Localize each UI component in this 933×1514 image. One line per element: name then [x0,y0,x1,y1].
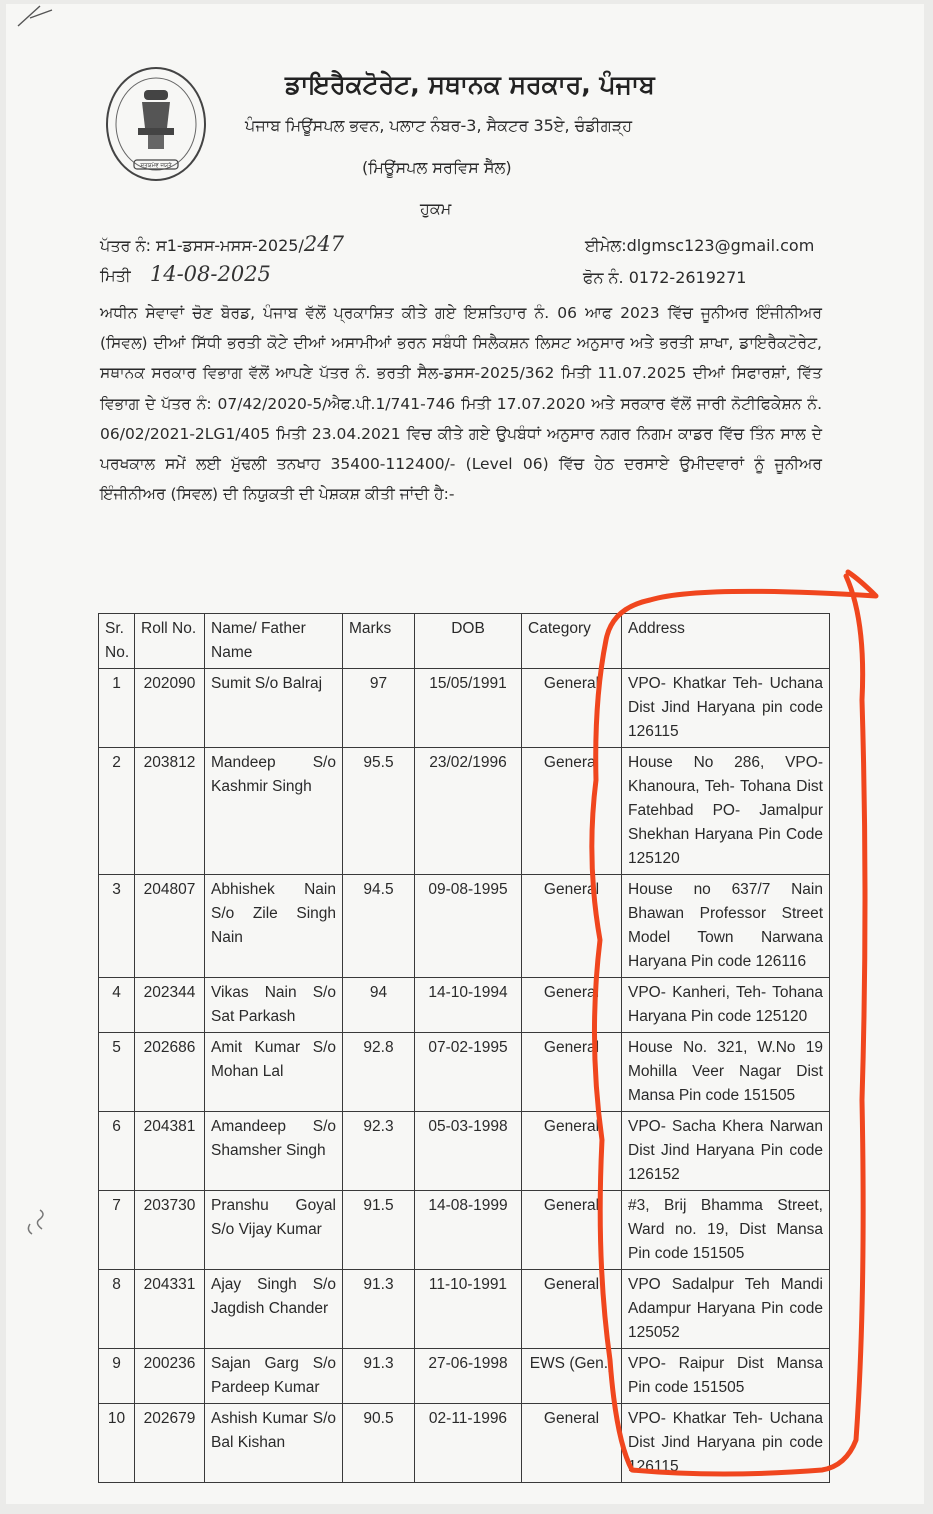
header-roll-no: Roll No. [135,614,205,669]
government-emblem-seal [104,64,208,184]
header-name: Name/ Father Name [205,614,343,669]
category-cell: General [522,669,622,748]
name-cell: Sumit S/o Balraj [205,669,343,748]
marks-cell: 91.3 [343,1270,415,1349]
table-row [99,1404,830,1483]
sr-cell: 7 [99,1191,135,1270]
header-sr-no: Sr. No. [99,614,135,669]
dob-cell: 15/05/1991 [415,669,522,748]
address-cell: #3, Brij Bhamma Street, Ward no. 19, Dist Mansa Pin code 151505 [622,1191,830,1270]
phone-contact: ਫੋਨ ਨੰ. 0172-2619271 [583,268,747,287]
roll-cell: 204381 [135,1112,205,1191]
roll-cell: 202679 [135,1404,205,1483]
table-row [99,875,830,978]
category-cell: General [522,1404,622,1483]
category-cell: General [522,875,622,978]
address-cell: VPO- Raipur Dist Mansa Pin code 151505 [622,1349,830,1404]
marks-cell: 95.5 [343,748,415,875]
roll-cell: 204331 [135,1270,205,1349]
category-cell: General [522,1191,622,1270]
sr-cell: 6 [99,1112,135,1191]
address-cell: VPO- Khatkar Teh- Uchana Dist Jind Haryana pin code 126115 [622,669,830,748]
category-cell: General [522,1033,622,1112]
roll-cell: 203812 [135,748,205,875]
name-cell: Ajay Singh S/o Jagdish Chander [205,1270,343,1349]
roll-cell: 202686 [135,1033,205,1112]
address-cell: VPO- Khatkar Teh- Uchana Dist Jind Haryana pin code 126115 [622,1404,830,1483]
cell-subtitle: (ਮਿਊਂਸਪਲ ਸਰਵਿਸ ਸੈੱਲ) [362,158,512,177]
date-label: ਮਿਤੀ [100,266,131,285]
sr-cell: 4 [99,978,135,1033]
roll-cell: 202344 [135,978,205,1033]
sr-cell: 1 [99,669,135,748]
dob-cell: 14-08-1999 [415,1191,522,1270]
category-cell: General [522,1112,622,1191]
marks-cell: 97 [343,669,415,748]
date-line [100,262,271,286]
table-row [99,669,830,748]
roll-cell: 204807 [135,875,205,978]
marks-cell: 90.5 [343,1404,415,1483]
address-cell: House No 286, VPO- Khanoura, Teh- Tohana Dist Fatehbad PO- Jamalpur Shekhan Haryana Pin Code 125120 [622,748,830,875]
sr-cell: 10 [99,1404,135,1483]
roll-cell: 200236 [135,1349,205,1404]
category-cell: EWS (Gen.) [522,1349,622,1404]
sr-cell: 2 [99,748,135,875]
name-cell: Pranshu Goyal S/o Vijay Kumar [205,1191,343,1270]
category-cell: General [522,748,622,875]
sr-cell: 3 [99,875,135,978]
marks-cell: 92.8 [343,1033,415,1112]
email-contact: ਈਮੇਲ:dlgmsc123@gmail.com [585,236,815,255]
address-cell: House No. 321, W.No 19 Mohilla Veer Nagar Dist Mansa Pin code 151505 [622,1033,830,1112]
table-row [99,748,830,875]
table-row [99,1112,830,1191]
name-cell: Amit Kumar S/o Mohan Lal [205,1033,343,1112]
name-cell: Abhishek Nain S/o Zile Singh Nain [205,875,343,978]
table-row [99,978,830,1033]
table-row [99,1191,830,1270]
name-cell: Ashish Kumar S/o Bal Kishan [205,1404,343,1483]
category-cell: General [522,1270,622,1349]
letter-number-line [100,232,344,256]
sr-cell: 9 [99,1349,135,1404]
table-row [99,1033,830,1112]
address-cell: House no 637/7 Nain Bhawan Professor Street Model Town Narwana Haryana Pin code 126116 [622,875,830,978]
marks-cell: 92.3 [343,1112,415,1191]
name-cell: Amandeep S/o Shamsher Singh [205,1112,343,1191]
table-row [99,1349,830,1404]
header-address: Address [622,614,830,669]
letter-number-label: ਪੱਤਰ ਨੰ: ਸ1-ਡਸਸ-ਮਸਸ-2025/ [100,236,304,255]
name-cell: Vikas Nain S/o Sat Parkash [205,978,343,1033]
seal-motto: ਸਤਯਮੇਵ ਜਯਤੇ [140,163,172,169]
department-title: ਡਾਇਰੈਕਟੋਰੇਟ, ਸਥਾਨਕ ਸਰਕਾਰ, ਪੰਜਾਬ [285,70,655,99]
candidates-table [98,613,830,1483]
roll-cell: 203730 [135,1191,205,1270]
dob-cell: 02-11-1996 [415,1404,522,1483]
dob-cell: 27-06-1998 [415,1349,522,1404]
header-category: Category [522,614,622,669]
order-heading: ਹੁਕਮ [420,199,452,218]
address-cell: VPO- Kanheri, Teh- Tohana Haryana Pin code 125120 [622,978,830,1033]
name-cell: Sajan Garg S/o Pardeep Kumar [205,1349,343,1404]
marks-cell: 91.3 [343,1349,415,1404]
table-row [99,1270,830,1349]
category-cell: General [522,978,622,1033]
roll-cell: 202090 [135,669,205,748]
marks-cell: 94 [343,978,415,1033]
dob-cell: 05-03-1998 [415,1112,522,1191]
dob-cell: 14-10-1994 [415,978,522,1033]
marks-cell: 94.5 [343,875,415,978]
sr-cell: 5 [99,1033,135,1112]
header-dob: DOB [415,614,522,669]
date-handwritten: 14-08-2025 [149,262,271,286]
address-cell: VPO Sadalpur Teh Mandi Adampur Haryana Pin code 125052 [622,1270,830,1349]
dob-cell: 07-02-1995 [415,1033,522,1112]
address-cell: VPO- Sacha Khera Narwan Dist Jind Haryana Pin code 126152 [622,1112,830,1191]
table-header-row [99,614,830,669]
dob-cell: 11-10-1991 [415,1270,522,1349]
order-paragraph: ਅਧੀਨ ਸੇਵਾਵਾਂ ਚੋਣ ਬੋਰਡ, ਪੰਜਾਬ ਵੱਲੋਂ ਪ੍ਰਕਾਸ਼ਿਤ ਕੀਤੇ ਗਏ ਇਸ਼ਤਿਹਾਰ ਨੰ. 06 ਆਫ 2023 ਵਿੱਚ ਜੂਨੀਅਰ ਇੰਜੀਨੀਅਰ (ਸਿਵਲ) ਦੀਆਂ ਸਿੱਧੀ ਭਰਤੀ ਕੋਟੇ ਦੀਆਂ ਅਸਾਮੀਆਂ ਭਰਨ ਸਬੰਧੀ ਸਿਲੈਕਸ਼ਨ ਲਿਸਟ ਅਨੁਸਾਰ ਅਤੇ ਭਰਤੀ ਸ਼ਾਖਾ, ਡਾਇਰੈਕਟੋਰੇਟ, ਸਥਾਨਕ ਸਰਕਾਰ ਵਿਭਾਗ ਵੱਲੋਂ ਆਪਣੇ ਪੱਤਰ ਨੰ. ਭਰਤੀ ਸੈਲ-ਡਸਸ-2025/362 ਮਿਤੀ 11.07.2025 ਦੀਆਂ ਸਿਫਾਰਸ਼ਾਂ, ਵਿੱਤ ਵਿਭਾਗ ਦੇ ਪੱਤਰ ਨੰ: 07/42/2020-5/ਐਫ.ਪੀ.1/741-746 ਮਿਤੀ 17.07.2020 ਅਤੇ ਸਰਕਾਰ ਵੱਲੋਂ ਜਾਰੀ ਨੋਟੀਫਿਕੇਸ਼ਨ ਨੰ. 06/02/2021-2LG1/405 ਮਿਤੀ 23.04.2021 ਵਿਚ ਕੀਤੇ ਗਏ ਉਪਬੰਧਾਂ ਅਨੁਸਾਰ ਨਗਰ ਨਿਗਮ ਕਾਡਰ ਵਿੱਚ ਤਿੰਨ ਸਾਲ ਦੇ ਪਰਖਕਾਲ ਸਮੇਂ ਲਈ ਮੁੱਢਲੀ ਤਨਖਾਹ 35400-112400/- (Level 06) ਵਿੱਚ ਹੇਠ ਦਰਸਾਏ ਉਮੀਦਵਾਰਾਂ ਨੂੰ ਜੂਨੀਅਰ ਇੰਜੀਨੀਅਰ (ਸਿਵਲ) ਦੀ ਨਿਯੁਕਤੀ ਦੀ ਪੇਸ਼ਕਸ਼ ਕੀਤੀ ਜਾਂਦੀ ਹੈ:- [100,304,822,504]
name-cell: Mandeep S/o Kashmir Singh [205,748,343,875]
dob-cell: 23/02/1996 [415,748,522,875]
department-address: ਪੰਜਾਬ ਮਿਊਂਸਪਲ ਭਵਨ, ਪਲਾਟ ਨੰਬਰ-3, ਸੈਕਟਰ 35ਏ, ਚੰਡੀਗੜ੍ਹ [245,116,633,135]
dob-cell: 09-08-1995 [415,875,522,978]
marks-cell: 91.5 [343,1191,415,1270]
sr-cell: 8 [99,1270,135,1349]
header-marks: Marks [343,614,415,669]
letter-number-handwritten: 247 [303,232,344,256]
